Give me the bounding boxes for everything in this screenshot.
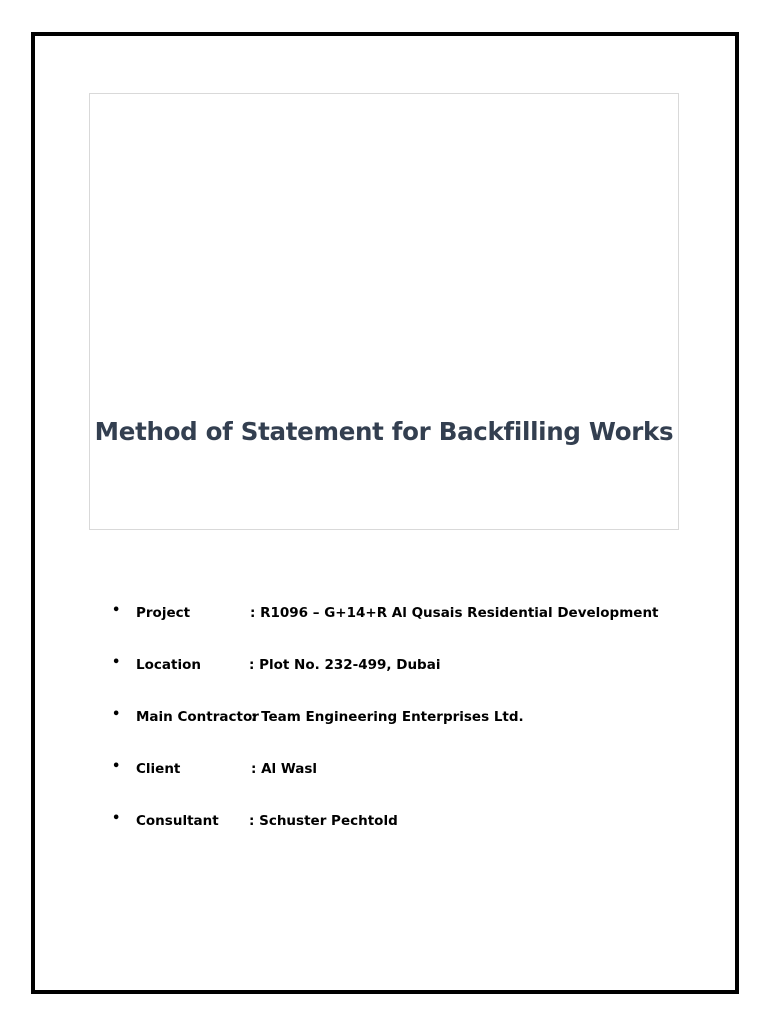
bullet-icon: • xyxy=(112,759,121,774)
bullet-icon: • xyxy=(112,655,121,670)
detail-label: Client xyxy=(136,761,181,777)
detail-label: Consultant xyxy=(136,813,219,829)
detail-label: Location xyxy=(136,657,201,673)
document-title: Method of Statement for Backfilling Works xyxy=(94,417,674,446)
detail-value: : R1096 – G+14+R Al Qusais Residential Development xyxy=(250,605,659,621)
detail-consultant xyxy=(112,808,712,860)
project-details-list xyxy=(112,600,712,860)
detail-value: : Al Wasl xyxy=(251,761,318,777)
detail-label: Main Contractor xyxy=(136,709,259,725)
detail-project xyxy=(112,600,712,652)
detail-value: : Schuster Pechtold xyxy=(249,813,398,829)
bullet-icon: • xyxy=(112,811,121,826)
bullet-icon: • xyxy=(112,603,121,618)
detail-main-contractor xyxy=(112,704,712,756)
detail-client xyxy=(112,756,712,808)
detail-value: : Team Engineering Enterprises Ltd. xyxy=(251,709,524,725)
title-box xyxy=(89,93,679,530)
bullet-icon: • xyxy=(112,707,121,722)
detail-label: Project xyxy=(136,605,191,621)
detail-value: : Plot No. 232-499, Dubai xyxy=(249,657,441,673)
detail-location xyxy=(112,652,712,704)
